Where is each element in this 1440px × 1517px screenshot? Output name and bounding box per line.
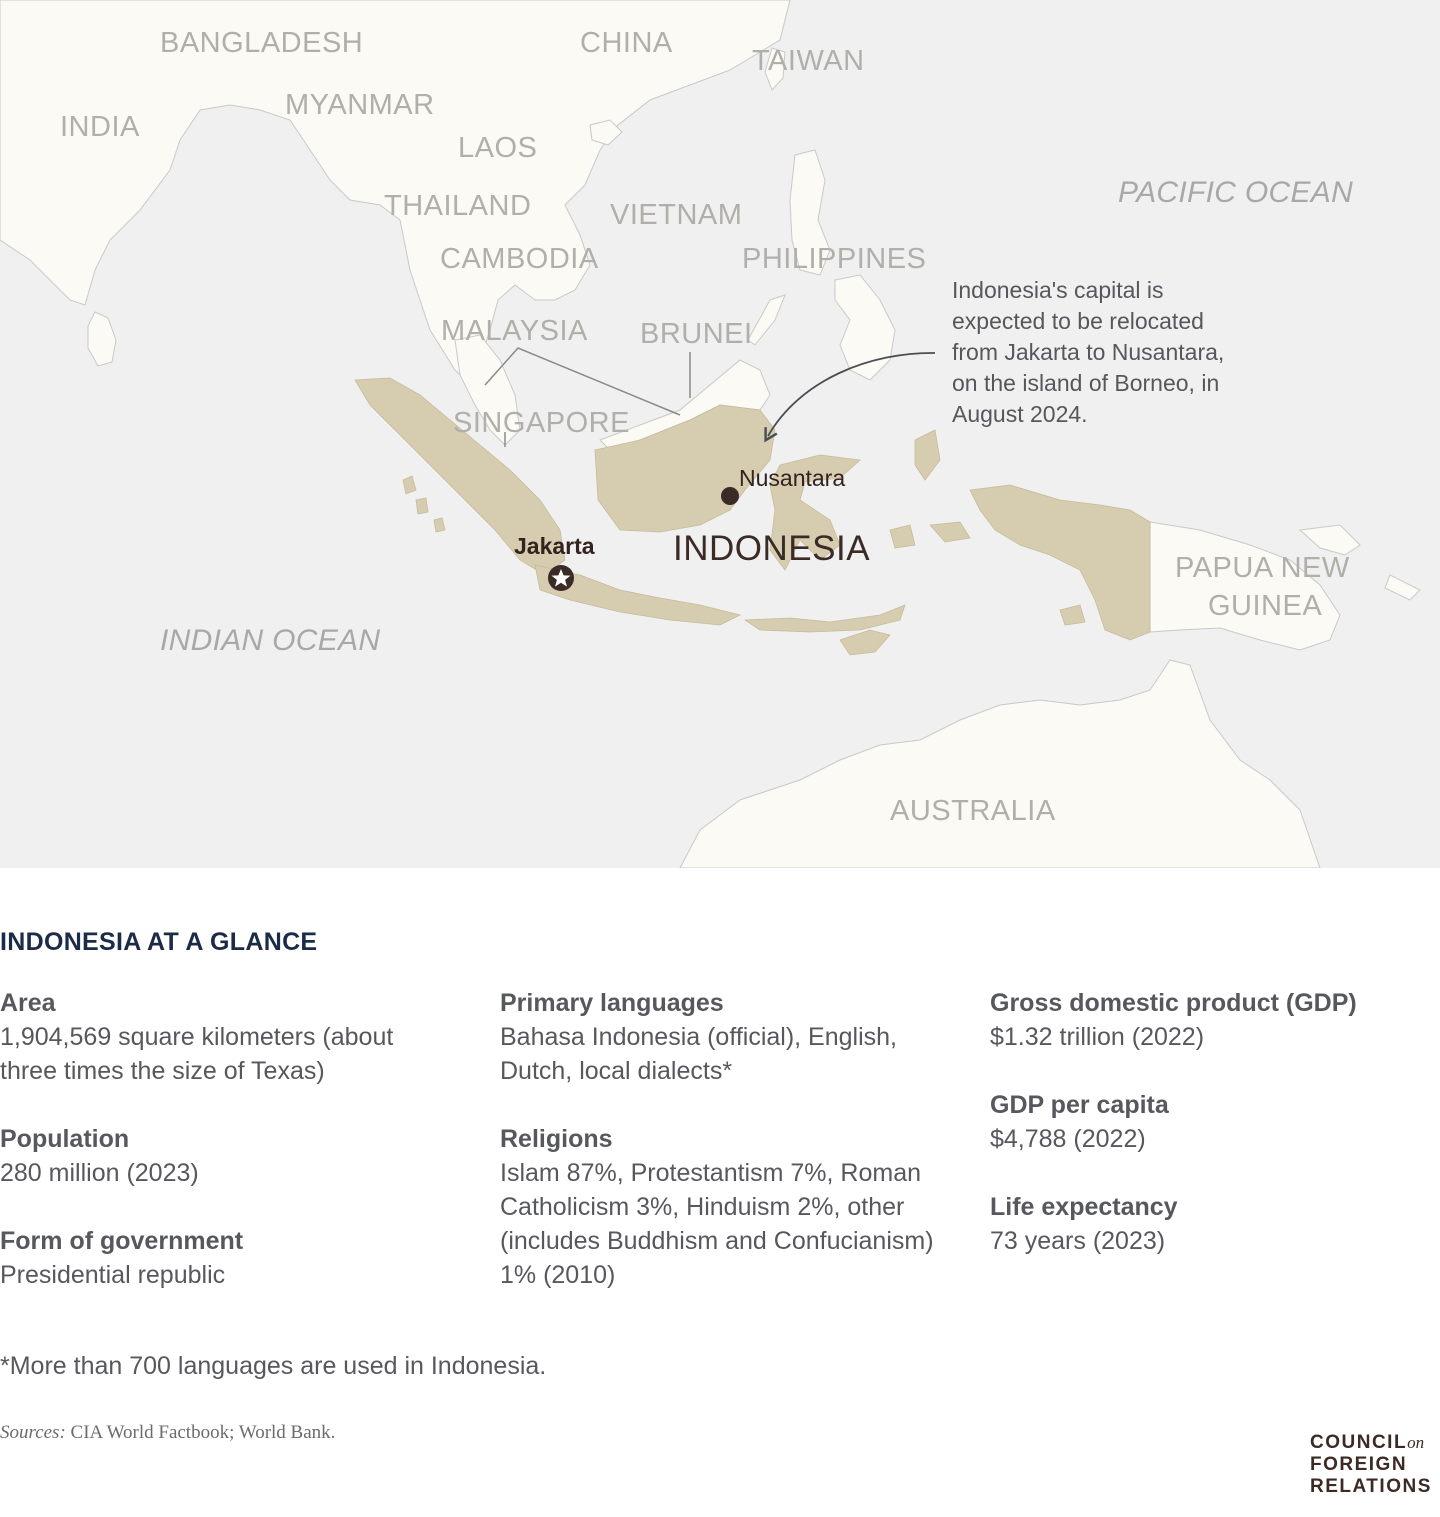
label-taiwan: TAIWAN <box>752 45 865 77</box>
annotation-line-1: Indonesia's capital is <box>952 277 1164 303</box>
fact-value: 1,904,569 square kilometers (about three times the size of Texas) <box>0 1023 394 1085</box>
footnote: *More than 700 languages are used in Indonesia. <box>0 1352 547 1380</box>
fact-label: Primary languages <box>500 989 724 1017</box>
logo-on: on <box>1407 1433 1425 1452</box>
nusantara-marker <box>721 487 739 505</box>
facts-column-2 <box>500 986 940 1326</box>
sources-label: Sources: <box>0 1422 66 1443</box>
label-myanmar: MYANMAR <box>285 89 435 121</box>
glance-title: INDONESIA AT A GLANCE <box>0 928 318 956</box>
logo-council: COUNCIL <box>1310 1432 1408 1453</box>
fact-area <box>0 986 450 1088</box>
label-bangladesh: BANGLADESH <box>160 27 364 59</box>
logo-line-1 <box>1310 1432 1436 1454</box>
label-philippines: PHILIPPINES <box>742 243 927 275</box>
label-china: CHINA <box>580 27 673 59</box>
fact-gdp-per-capita <box>990 1088 1430 1156</box>
cfr-logo <box>1310 1432 1436 1498</box>
annotation-line-3: from Jakarta to Nusantara, <box>952 339 1225 365</box>
label-nusantara: Nusantara <box>739 465 846 491</box>
annotation-line-4: on the island of Borneo, in <box>952 370 1220 396</box>
fact-languages <box>500 986 940 1088</box>
fact-value: Bahasa Indonesia (official), English, Dutch, local dialects* <box>500 1023 897 1085</box>
facts-column-1 <box>0 986 450 1326</box>
fact-life-expectancy <box>990 1190 1430 1258</box>
annotation-line-5: August 2024. <box>952 401 1088 427</box>
sources-text: CIA World Factbook; World Bank. <box>70 1422 336 1443</box>
label-india: INDIA <box>60 111 140 143</box>
fact-value: Islam 87%, Protestantism 7%, Roman Catholicism 3%, Hinduism 2%, other (includes Buddhism and Confucianism) 1% (2010) <box>500 1159 934 1289</box>
fact-value: $4,788 (2022) <box>990 1125 1146 1153</box>
fact-value: Presidential republic <box>0 1261 226 1289</box>
fact-government <box>0 1224 450 1292</box>
fact-label: Life expectancy <box>990 1193 1178 1221</box>
fact-value: 73 years (2023) <box>990 1227 1166 1255</box>
fact-population <box>0 1122 450 1190</box>
label-malaysia: MALAYSIA <box>441 315 588 347</box>
sources <box>0 1422 335 1444</box>
label-indonesia: INDONESIA <box>673 529 871 568</box>
fact-label: Area <box>0 989 56 1017</box>
label-cambodia: CAMBODIA <box>440 243 599 275</box>
logo-line-3: RELATIONS <box>1310 1476 1432 1497</box>
fact-label: Form of government <box>0 1227 244 1255</box>
label-indian-ocean: INDIAN OCEAN <box>160 624 381 657</box>
logo-line-2: FOREIGN <box>1310 1454 1408 1475</box>
fact-label: Religions <box>500 1125 613 1153</box>
label-singapore: SINGAPORE <box>453 407 630 439</box>
label-australia: AUSTRALIA <box>890 795 1056 827</box>
fact-label: Gross domestic product (GDP) <box>990 989 1357 1017</box>
label-thailand: THAILAND <box>384 190 532 222</box>
facts-column-3 <box>990 986 1430 1292</box>
fact-gdp <box>990 986 1430 1054</box>
label-vietnam: VIETNAM <box>610 199 743 231</box>
label-brunei: BRUNEI <box>640 318 753 350</box>
fact-value: 280 million (2023) <box>0 1159 199 1187</box>
label-papua-new-guinea-line1: PAPUA NEW <box>1175 552 1350 584</box>
label-laos: LAOS <box>458 132 538 164</box>
fact-religions <box>500 1122 940 1292</box>
label-papua-new-guinea-line2: GUINEA <box>1208 590 1323 622</box>
label-pacific-ocean: PACIFIC OCEAN <box>1118 176 1354 209</box>
capital-star-icon <box>548 565 574 591</box>
fact-value: $1.32 trillion (2022) <box>990 1023 1205 1051</box>
fact-label: Population <box>0 1125 130 1153</box>
label-jakarta: Jakarta <box>514 533 595 559</box>
fact-label: GDP per capita <box>990 1091 1169 1119</box>
annotation-line-2: expected to be relocated <box>952 308 1204 334</box>
